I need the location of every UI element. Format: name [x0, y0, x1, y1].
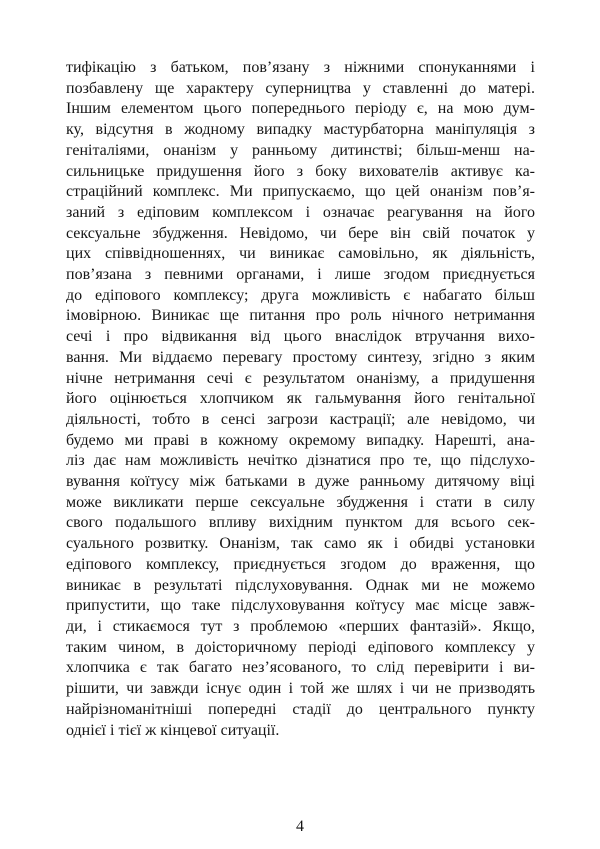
text-line: свого подальшого впливу вихідним пунктом для всього сек-	[66, 514, 535, 532]
text-line: таким чином, в доісторичному періоді едіпового комплексу у	[66, 638, 535, 656]
text-line: сильницьке придушення його з боку вихователів активує ка-	[66, 162, 535, 180]
text-line: вання. Ми віддаємо перевагу простому синтезу, згідно з яким	[66, 348, 535, 366]
text-line: може викликати перше сексуальне збудження і стати в силу	[66, 493, 535, 511]
text-line: позбавлену ще характеру суперництва у ставленні до матері.	[66, 79, 535, 97]
text-line: пов’язана з певними органами, і лише згодом приєднується	[66, 266, 535, 284]
text-line: цих співвідношеннях, чи виникає самовільно, як діяльність,	[66, 245, 535, 263]
text-line: припустити, що таке підслуховування коїтусу має місце завж-	[66, 597, 535, 615]
body-text	[66, 58, 535, 741]
text-line: його оцінюється хлопчиком як гальмування його генітальної	[66, 390, 535, 408]
text-line: ліз дає нам можливість нечітко дізнатися про те, що підслухо-	[66, 452, 535, 470]
text-line: виникає в результаті підслуховування. Однак ми не можемо	[66, 576, 535, 594]
text-line: ди, і стикаємося тут з проблемою «перших фантазій». Якщо,	[66, 617, 535, 635]
text-line: едіпового комплексу, приєднується згодом до враження, що	[66, 555, 535, 573]
text-line: суального розвитку. Онанізм, так само як і обидві установки	[66, 535, 535, 553]
text-line: діяльності, тобто в сенсі загрози кастрації; але невідомо, чи	[66, 410, 535, 428]
text-line: будемо ми праві в кожному окремому випадку. Нарешті, ана-	[66, 431, 535, 449]
page-number: 4	[296, 818, 304, 835]
text-line: сечі і про відвикання від цього внаслідок втручання вихо-	[66, 328, 535, 346]
text-line: однієї і тієї ж кінцевої ситуації.	[66, 721, 280, 739]
text-line: до едіпового комплексу; друга можливість є набагато більш	[66, 286, 535, 304]
text-line: ку, відсутня в жодному випадку мастурбаторна маніпуляція з	[66, 121, 535, 139]
text-line: найрізноманітніші попередні стадії до центрального пункту	[66, 700, 535, 718]
text-line: імовірною. Виникає ще питання про роль нічного нетримання	[66, 307, 535, 325]
text-line: рішити, чи завжди існує один і той же шлях і чи не призводять	[66, 680, 535, 698]
text-line: тифікацію з батьком, пов’язану з ніжними спонуканнями і	[66, 59, 535, 76]
text-line: страційний комплекс. Ми припускаємо, що цей онанізм пов’я-	[66, 183, 535, 201]
text-line: нічне нетримання сечі є результатом онанізму, а придушення	[66, 369, 535, 387]
text-line: хлопчика є так багато нез’ясованого, то слід перевірити і ви-	[66, 659, 535, 677]
text-line: геніталіями, онанізм у ранньому дитинстві; більш-менш на-	[66, 141, 535, 159]
text-line: Іншим елементом цього попереднього періоду є, на мою дум-	[66, 100, 535, 118]
text-line: сексуальне збудження. Невідомо, чи бере він свій початок у	[66, 224, 535, 242]
text-line: заний з едіповим комплексом і означає реагування на його	[66, 203, 535, 221]
text-line: вування коїтусу між батьками в дуже ранньому дитячому віці	[66, 473, 535, 491]
